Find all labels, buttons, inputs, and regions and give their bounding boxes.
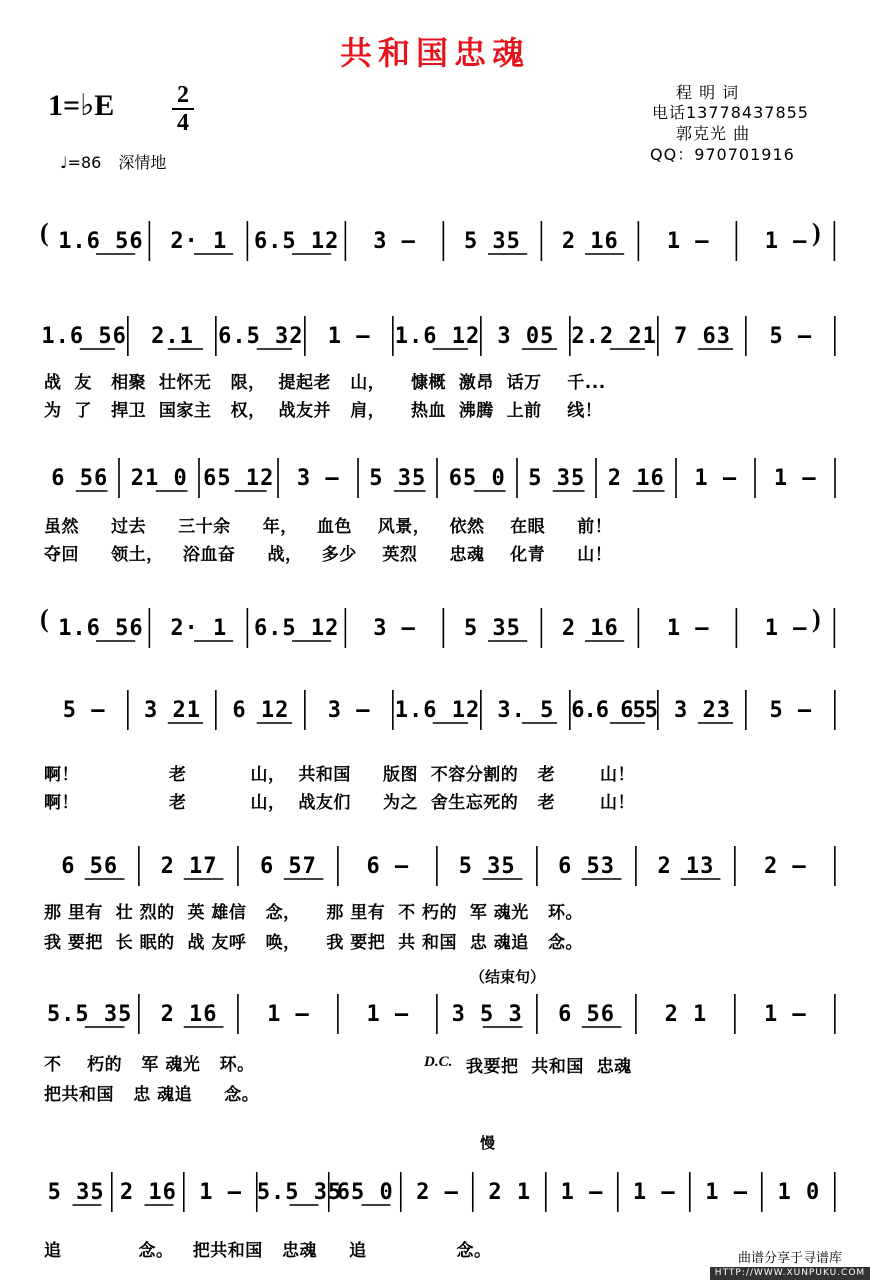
measure <box>690 1166 762 1218</box>
lyric-line: 那 里有 壮 烈的 英 雄信 念， 那 里有 不 朽的 军 魂光 环。 <box>44 903 584 923</box>
barline <box>40 988 139 1040</box>
measure-notes: 3 – <box>373 616 416 641</box>
measure-notes: 1 0 <box>777 1180 821 1205</box>
measure <box>150 602 248 654</box>
score-row-4 <box>40 602 835 654</box>
measure <box>128 310 216 362</box>
barline <box>438 452 518 504</box>
barline <box>150 215 248 267</box>
measure-notes: 21 0 <box>130 466 188 491</box>
footer-url: HTTP://WWW.XUNPUKU.COM <box>710 1267 870 1280</box>
measure <box>120 452 200 504</box>
barline <box>474 1166 546 1218</box>
measure <box>217 310 305 362</box>
measure <box>338 988 437 1040</box>
measure-notes: 6 53 <box>558 854 616 879</box>
score-row-8 <box>40 1166 835 1218</box>
measure-notes: 2 16 <box>160 1002 218 1027</box>
measure-notes: 3 23 <box>674 698 731 723</box>
measure <box>736 840 835 892</box>
measure <box>618 1166 690 1218</box>
measure-notes: 5.5 35 <box>46 1002 133 1027</box>
measure-notes: 2 13 <box>657 854 715 879</box>
barline <box>358 452 438 504</box>
barline <box>546 1166 618 1218</box>
measure <box>570 310 658 362</box>
measure-notes: 5 – <box>769 698 813 723</box>
measure-notes: 3 – <box>373 229 416 254</box>
measure-notes: 2 16 <box>561 229 619 254</box>
measure-notes: 5 35 <box>463 229 521 254</box>
slow-mark: 慢 <box>480 1134 496 1152</box>
measure-notes: 2 16 <box>561 616 619 641</box>
barline <box>736 840 835 892</box>
measure-notes: 65 0 <box>336 1180 394 1205</box>
measure-notes: 6 56 <box>558 1002 616 1027</box>
measure <box>636 988 735 1040</box>
barline <box>338 840 437 892</box>
coda-label: （结束句） <box>470 968 546 986</box>
measure-notes: 1.6 56 <box>58 616 144 641</box>
measure <box>393 684 481 736</box>
barline <box>120 452 200 504</box>
close-paren: ) <box>812 218 821 247</box>
barline <box>338 988 437 1040</box>
barline <box>199 452 279 504</box>
measure-notes: 1 – <box>267 1002 310 1027</box>
lyricist: 程 明 词 <box>676 83 740 102</box>
tempo-marking <box>60 150 166 173</box>
barline <box>570 684 658 736</box>
barline <box>597 452 677 504</box>
barline <box>217 684 305 736</box>
barline <box>112 1166 184 1218</box>
measure-notes: 2· 1 <box>170 229 228 254</box>
measure <box>40 684 128 736</box>
score-row-3 <box>40 452 835 504</box>
lyric-line: 夺回 领土， 浴血奋 战， 多少 英烈 忠魂 化青 山！ <box>44 545 613 565</box>
measure <box>305 684 393 736</box>
barline <box>128 684 216 736</box>
measure <box>150 215 248 267</box>
measure-notes: 3 – <box>296 466 340 491</box>
barline <box>438 988 537 1040</box>
barline <box>690 1166 762 1218</box>
barline <box>537 840 636 892</box>
measure <box>279 452 359 504</box>
measure <box>639 215 737 267</box>
measure <box>401 1166 473 1218</box>
barline <box>248 602 346 654</box>
measure <box>541 215 639 267</box>
measure-notes: 1 – <box>666 229 710 254</box>
measure <box>537 988 636 1040</box>
composer: 郭克光 曲 <box>676 124 751 143</box>
measure <box>444 602 542 654</box>
barline <box>636 840 735 892</box>
measure <box>40 452 120 504</box>
lyric-line: 啊！ 老 山， 战友们 为之 舍生忘死的 老 山！ <box>44 793 635 813</box>
barline <box>248 215 346 267</box>
lyric-line: 我 要把 长 眠的 战 友呼 唤， 我 要把 共 和国 忠 魂追 念。 <box>44 933 584 953</box>
coda-lyric: 我要把 共和国 忠魂 <box>466 1057 632 1077</box>
barline <box>401 1166 473 1218</box>
measure-notes: 1 – <box>773 466 817 491</box>
open-paren: ( <box>40 218 49 247</box>
measure <box>358 452 438 504</box>
measure <box>139 988 238 1040</box>
measure-notes: 1 – <box>764 616 808 641</box>
measure <box>346 215 444 267</box>
measure-notes: 2 17 <box>160 854 218 879</box>
measure-notes: 2 1 <box>664 1002 708 1027</box>
barline <box>239 840 338 892</box>
measure <box>658 310 746 362</box>
open-paren-2: ( <box>40 604 49 633</box>
measure-notes: 5.5 35 <box>256 1180 343 1205</box>
measure-notes: 3. 5 <box>497 698 555 723</box>
measure-notes: 1.6 56 <box>41 324 127 349</box>
measure-notes: 65 0 <box>448 466 506 491</box>
measure <box>40 1166 112 1218</box>
measure <box>248 602 346 654</box>
measure <box>546 1166 618 1218</box>
score-row-1 <box>40 215 835 267</box>
key-signature: 1=♭E <box>48 89 115 122</box>
measure <box>305 310 393 362</box>
measure <box>639 602 737 654</box>
measure-notes: 2.2 21 <box>571 324 657 349</box>
measure <box>756 452 836 504</box>
barline <box>570 310 658 362</box>
lyric-line: 啊！ 老 山， 共和国 版图 不容分割的 老 山！ <box>44 765 635 785</box>
measure <box>474 1166 546 1218</box>
barline <box>444 602 542 654</box>
footer-name: 曲谱分享于寻谱库 <box>737 1251 842 1266</box>
measure-notes: 1 – <box>327 324 371 349</box>
measure-notes: 5 35 <box>463 616 521 641</box>
barline <box>279 452 359 504</box>
barline <box>541 215 639 267</box>
measure-notes: 5 35 <box>47 1180 105 1205</box>
measure-notes: 6 57 <box>259 854 317 879</box>
barline <box>747 684 835 736</box>
measure <box>537 840 636 892</box>
barline <box>482 684 570 736</box>
measure-notes: 6.6 655 <box>571 698 658 723</box>
measure-notes: 3 5 3 <box>451 1002 523 1027</box>
lyric-line: 不 朽的 军 魂光 环。 <box>44 1055 255 1075</box>
measure <box>248 215 346 267</box>
measure <box>658 684 746 736</box>
score-row-5 <box>40 684 835 736</box>
barline <box>639 602 737 654</box>
measure <box>139 840 238 892</box>
measure <box>597 452 677 504</box>
measure <box>128 684 216 736</box>
barline <box>747 310 835 362</box>
barline <box>150 602 248 654</box>
measure <box>40 988 139 1040</box>
measure-notes: 1 – <box>366 1002 410 1027</box>
barline <box>393 310 481 362</box>
barline <box>329 1166 401 1218</box>
footer-watermark <box>710 1250 870 1284</box>
barline <box>40 452 120 504</box>
measure-notes: 1 – <box>763 1002 807 1027</box>
barline <box>658 310 746 362</box>
lyric-line: 追 念。 把共和国 忠魂 追 念。 <box>44 1241 492 1261</box>
measure <box>438 840 537 892</box>
score-row-2 <box>40 310 835 362</box>
measure-notes: 5 – <box>62 698 106 723</box>
measure <box>199 452 279 504</box>
barline <box>541 602 639 654</box>
song-title: 共和国忠魂 <box>339 34 530 72</box>
barline <box>736 988 835 1040</box>
measure-notes: 2 – <box>416 1180 459 1205</box>
measure-notes: 6.5 12 <box>253 616 340 641</box>
measure <box>482 684 570 736</box>
barline <box>537 988 636 1040</box>
measure-notes: 1 – <box>199 1180 243 1205</box>
measure-notes: 2 16 <box>607 466 665 491</box>
measure-notes: 1.6 56 <box>58 229 144 254</box>
barline <box>139 988 238 1040</box>
barline <box>346 215 444 267</box>
barline <box>40 310 128 362</box>
measure <box>736 988 835 1040</box>
measure-notes: 5 35 <box>458 854 516 879</box>
barline <box>52 602 150 654</box>
measure <box>217 684 305 736</box>
tempo-note: ♩=86 <box>60 153 102 172</box>
barline <box>52 215 150 267</box>
barline <box>305 684 393 736</box>
measure <box>517 452 597 504</box>
barline <box>40 840 139 892</box>
measure <box>570 684 658 736</box>
barline <box>393 684 481 736</box>
measure <box>256 1166 343 1218</box>
lyric-line: 战 友 相聚 壮怀无 限， 提起老 山， 慷概 激昂 话万 千... <box>44 373 606 393</box>
measure-notes: 6.5 12 <box>253 229 340 254</box>
measure-notes: 1 – <box>694 466 738 491</box>
barline <box>618 1166 690 1218</box>
measure-notes: 3 21 <box>144 698 201 723</box>
barline <box>763 1166 835 1218</box>
measure <box>329 1166 401 1218</box>
measure-notes: 1 – <box>764 229 808 254</box>
measure-notes: 3 – <box>327 698 371 723</box>
measure-notes: 6 – <box>366 854 410 879</box>
barline <box>40 1166 112 1218</box>
lyric-line: 虽然 过去 三十余 年， 血色 风景， 依然 在眼 前！ <box>44 517 613 537</box>
measure-notes: 3 05 <box>497 324 555 349</box>
measure-notes: 2 16 <box>119 1180 177 1205</box>
measure <box>393 310 481 362</box>
time-bottom: 4 <box>177 110 189 136</box>
measure-notes: 2 – <box>763 854 807 879</box>
time-top: 2 <box>177 82 189 108</box>
barline <box>676 452 756 504</box>
barline <box>756 452 836 504</box>
measure <box>676 452 756 504</box>
measure-notes: 6.5 32 <box>218 324 304 349</box>
barline <box>444 215 542 267</box>
measure <box>52 215 150 267</box>
barline <box>636 988 735 1040</box>
measure-notes: 5 35 <box>369 466 427 491</box>
measure <box>338 840 437 892</box>
barline <box>239 988 338 1040</box>
measure <box>444 215 542 267</box>
measure <box>636 840 735 892</box>
score-row-6 <box>40 840 835 892</box>
measure <box>185 1166 257 1218</box>
measure-notes: 2.1 <box>151 324 194 349</box>
measure-notes: 6 12 <box>232 698 290 723</box>
measure-notes: 7 63 <box>674 324 731 349</box>
measure-notes: 6 56 <box>61 854 119 879</box>
measure <box>747 310 835 362</box>
measure <box>763 1166 835 1218</box>
barline <box>658 684 746 736</box>
lyric-line: 为 了 捍卫 国家主 权， 战友并 肩， 热血 沸腾 上前 线！ <box>44 401 603 421</box>
measure-notes: 1 – <box>632 1180 676 1205</box>
score-row-7 <box>40 988 835 1040</box>
measure <box>239 840 338 892</box>
measure <box>346 602 444 654</box>
expression: 深情地 <box>118 153 167 172</box>
qq: QQ：970701916 <box>650 145 795 164</box>
barline <box>185 1166 257 1218</box>
measure-notes: 65 12 <box>203 466 275 491</box>
barline <box>639 215 737 267</box>
close-paren-2: ) <box>812 604 821 633</box>
barline <box>438 840 537 892</box>
barline <box>217 310 305 362</box>
measure-notes: 1.6 12 <box>394 698 481 723</box>
measure-notes: 1 – <box>705 1180 748 1205</box>
measure <box>541 602 639 654</box>
barline <box>346 602 444 654</box>
measure <box>438 988 537 1040</box>
measure-notes: 6 56 <box>51 466 109 491</box>
measure-notes: 2 1 <box>488 1180 532 1205</box>
barline <box>517 452 597 504</box>
measure-notes: 2· 1 <box>170 616 228 641</box>
time-signature <box>168 82 198 136</box>
measure <box>438 452 518 504</box>
measure-notes: 5 35 <box>528 466 586 491</box>
measure-notes: 1 – <box>560 1180 604 1205</box>
lyric-line: 把共和国 忠 魂追 念。 <box>44 1085 260 1105</box>
barline <box>139 840 238 892</box>
measure <box>40 840 139 892</box>
measure <box>747 684 835 736</box>
dc-mark: D.C. <box>424 1054 453 1070</box>
barline <box>128 310 216 362</box>
measure <box>112 1166 184 1218</box>
measure-notes: 1 – <box>666 616 710 641</box>
phone: 电话13778437855 <box>652 103 809 122</box>
measure-notes: 1.6 12 <box>394 324 481 349</box>
barline <box>482 310 570 362</box>
barline <box>305 310 393 362</box>
barline <box>256 1166 343 1218</box>
measure-notes: 5 – <box>769 324 813 349</box>
measure <box>52 602 150 654</box>
measure <box>482 310 570 362</box>
measure <box>40 310 128 362</box>
barline <box>40 684 128 736</box>
measure <box>239 988 338 1040</box>
